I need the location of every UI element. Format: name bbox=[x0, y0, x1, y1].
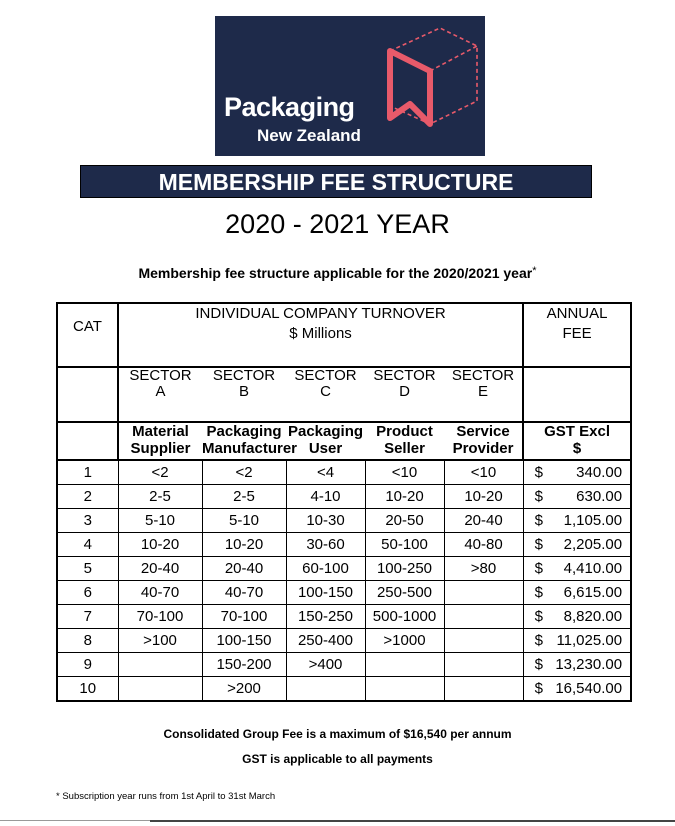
turnover-sector-c: <4 bbox=[286, 460, 365, 485]
sector-word: SECTOR bbox=[373, 367, 436, 384]
turnover-sector-a: 2-5 bbox=[118, 485, 202, 509]
turnover-sector-e bbox=[444, 653, 523, 677]
sector-desc-line1: Service bbox=[456, 423, 510, 440]
gst-note: GST is applicable to all payments bbox=[242, 752, 433, 766]
turnover-sector-a: 20-40 bbox=[118, 557, 202, 581]
fee-amount: 1,105.00 bbox=[563, 512, 623, 529]
sector-desc-e bbox=[444, 422, 523, 460]
currency-symbol: $ bbox=[534, 584, 543, 601]
table-row bbox=[57, 509, 631, 533]
cat-number: 3 bbox=[57, 509, 118, 533]
sector-word: SECTOR bbox=[212, 367, 276, 384]
turnover-sector-e: >80 bbox=[444, 557, 523, 581]
turnover-sector-b: 150-200 bbox=[202, 653, 286, 677]
turnover-sector-d bbox=[365, 653, 444, 677]
currency-symbol: $ bbox=[534, 656, 543, 673]
logo-wordmark-packaging: Packaging bbox=[224, 92, 355, 122]
turnover-sector-b: 20-40 bbox=[202, 557, 286, 581]
table-row bbox=[57, 605, 631, 629]
sector-header-d bbox=[365, 367, 444, 422]
table-row bbox=[57, 653, 631, 677]
turnover-sector-e: 40-80 bbox=[444, 533, 523, 557]
fee-subtitle bbox=[0, 265, 675, 281]
subtitle-text: Membership fee structure applicable for the 2020/2021 year bbox=[138, 265, 533, 281]
turnover-sector-d: 100-250 bbox=[365, 557, 444, 581]
turnover-sector-e bbox=[444, 581, 523, 605]
annual-fee-cell bbox=[523, 557, 631, 581]
sector-word: SECTOR bbox=[294, 367, 357, 384]
turnover-sector-a: 10-20 bbox=[118, 533, 202, 557]
table-row bbox=[57, 533, 631, 557]
turnover-sector-c: 4-10 bbox=[286, 485, 365, 509]
turnover-sector-d: 10-20 bbox=[365, 485, 444, 509]
currency-symbol: $ bbox=[534, 464, 543, 481]
turnover-sector-c: 250-400 bbox=[286, 629, 365, 653]
fee-amount: 6,615.00 bbox=[563, 584, 623, 601]
table-row bbox=[57, 629, 631, 653]
table-row bbox=[57, 460, 631, 485]
currency-symbol: $ bbox=[534, 632, 543, 649]
cat-number: 2 bbox=[57, 485, 118, 509]
cat-header: CAT bbox=[57, 303, 118, 367]
cat-number: 6 bbox=[57, 581, 118, 605]
page-bottom-rule-dark bbox=[150, 820, 675, 822]
packaging-nz-logo bbox=[215, 16, 485, 156]
turnover-sector-e: 10-20 bbox=[444, 485, 523, 509]
table-row bbox=[57, 485, 631, 509]
currency-symbol: $ bbox=[534, 512, 543, 529]
subscription-footnote: * Subscription year runs from 1st April to 31st March bbox=[56, 791, 276, 802]
sector-letter: D bbox=[399, 383, 410, 400]
turnover-sector-b: 2-5 bbox=[202, 485, 286, 509]
currency-symbol: $ bbox=[534, 680, 543, 697]
header-row-main bbox=[57, 303, 631, 367]
cat-number: 10 bbox=[57, 677, 118, 702]
turnover-sector-b: <2 bbox=[202, 460, 286, 485]
sector-desc-line2: User bbox=[308, 440, 343, 457]
turnover-sector-e: <10 bbox=[444, 460, 523, 485]
annual-fee-cell bbox=[523, 533, 631, 557]
table-row bbox=[57, 677, 631, 702]
turnover-sector-d: 20-50 bbox=[365, 509, 444, 533]
annual-fee-cell bbox=[523, 605, 631, 629]
turnover-sector-c bbox=[286, 677, 365, 702]
currency-symbol: $ bbox=[534, 608, 543, 625]
annual-fee-cell bbox=[523, 629, 631, 653]
sector-desc-line1: Packaging bbox=[287, 423, 364, 440]
annual-fee-cell bbox=[523, 509, 631, 533]
table-row bbox=[57, 581, 631, 605]
annual-fee-header bbox=[523, 303, 631, 367]
sector-row-fee-blank bbox=[523, 367, 631, 422]
turnover-sector-d: <10 bbox=[365, 460, 444, 485]
annual-fee-cell bbox=[523, 485, 631, 509]
sector-letter: B bbox=[238, 383, 249, 400]
currency-symbol: $ bbox=[534, 488, 543, 505]
subtitle-asterisk: * bbox=[532, 265, 537, 277]
currency-symbol: $ bbox=[534, 536, 543, 553]
header-row-sectors bbox=[57, 367, 631, 422]
sector-desc-b bbox=[202, 422, 298, 460]
turnover-sector-b: 40-70 bbox=[202, 581, 286, 605]
sector-header-e bbox=[444, 367, 523, 422]
turnover-sector-b: 70-100 bbox=[202, 605, 286, 629]
sector-letter: C bbox=[320, 383, 331, 400]
turnover-sector-a: 40-70 bbox=[118, 581, 202, 605]
annual-fee-cell bbox=[523, 581, 631, 605]
turnover-header-line1: INDIVIDUAL COMPANY TURNOVER bbox=[195, 305, 446, 322]
sector-letter: A bbox=[155, 383, 166, 400]
turnover-sector-c: 10-30 bbox=[286, 509, 365, 533]
sector-word: SECTOR bbox=[451, 367, 515, 384]
turnover-sector-a: 70-100 bbox=[118, 605, 202, 629]
turnover-sector-d: >1000 bbox=[365, 629, 444, 653]
turnover-sector-d: 50-100 bbox=[365, 533, 444, 557]
turnover-sector-e bbox=[444, 605, 523, 629]
turnover-header-line2: $ Millions bbox=[289, 325, 352, 342]
sector-header-c bbox=[286, 367, 365, 422]
turnover-sector-a bbox=[118, 653, 202, 677]
annual-fee-cell bbox=[523, 677, 631, 702]
fee-gst-excl-line2: $ bbox=[572, 440, 582, 457]
turnover-sector-b: 5-10 bbox=[202, 509, 286, 533]
sector-desc-line2: Supplier bbox=[130, 440, 191, 457]
membership-fee-banner: MEMBERSHIP FEE STRUCTURE bbox=[80, 165, 592, 198]
turnover-sector-a: <2 bbox=[118, 460, 202, 485]
cat-number: 1 bbox=[57, 460, 118, 485]
sector-desc-d bbox=[365, 422, 444, 460]
currency-symbol: $ bbox=[534, 560, 543, 577]
sector-desc-line1: Packaging bbox=[206, 423, 282, 440]
turnover-sector-b: >200 bbox=[202, 677, 286, 702]
turnover-sector-e: 20-40 bbox=[444, 509, 523, 533]
fee-amount: 13,230.00 bbox=[555, 656, 623, 673]
turnover-sector-a: 5-10 bbox=[118, 509, 202, 533]
cat-number: 7 bbox=[57, 605, 118, 629]
desc-row-cat-blank bbox=[57, 422, 118, 460]
fee-amount: 4,410.00 bbox=[563, 560, 623, 577]
header-row-sector-descriptions bbox=[57, 422, 631, 460]
turnover-sector-c: 100-150 bbox=[286, 581, 365, 605]
turnover-sector-b: 100-150 bbox=[202, 629, 286, 653]
membership-fee-table bbox=[56, 302, 632, 702]
sector-header-b bbox=[202, 367, 286, 422]
annual-fee-cell bbox=[523, 653, 631, 677]
fee-amount: 2,205.00 bbox=[563, 536, 623, 553]
turnover-sector-c: 30-60 bbox=[286, 533, 365, 557]
fee-gst-excl-header bbox=[523, 422, 631, 460]
cat-number: 9 bbox=[57, 653, 118, 677]
turnover-sector-c: 60-100 bbox=[286, 557, 365, 581]
sector-desc-c bbox=[286, 422, 365, 460]
turnover-sector-a: >100 bbox=[118, 629, 202, 653]
turnover-sector-d: 500-1000 bbox=[365, 605, 444, 629]
cat-number: 4 bbox=[57, 533, 118, 557]
annual-fee-cell bbox=[523, 460, 631, 485]
turnover-sector-b: 10-20 bbox=[202, 533, 286, 557]
turnover-sector-c: 150-250 bbox=[286, 605, 365, 629]
turnover-sector-a bbox=[118, 677, 202, 702]
annual-fee-header-line2: FEE bbox=[562, 325, 592, 342]
fee-amount: 8,820.00 bbox=[563, 608, 623, 625]
annual-fee-header-line1: ANNUAL bbox=[546, 305, 608, 322]
turnover-sector-d: 250-500 bbox=[365, 581, 444, 605]
sector-word: SECTOR bbox=[129, 367, 192, 384]
turnover-sector-e bbox=[444, 629, 523, 653]
fee-amount: 16,540.00 bbox=[555, 680, 623, 697]
sector-desc-line1: Material bbox=[132, 423, 189, 440]
fee-amount: 340.00 bbox=[576, 464, 623, 481]
cat-number: 5 bbox=[57, 557, 118, 581]
turnover-sector-e bbox=[444, 677, 523, 702]
table-row bbox=[57, 557, 631, 581]
sector-desc-line2: Manufacturer bbox=[202, 440, 298, 457]
group-fee-note: Consolidated Group Fee is a maximum of $16,540 per annum bbox=[163, 727, 512, 741]
sector-letter: E bbox=[478, 383, 489, 400]
sector-row-cat-blank bbox=[57, 367, 118, 422]
turnover-sector-c: >400 bbox=[286, 653, 365, 677]
fee-amount: 630.00 bbox=[576, 488, 623, 505]
fee-gst-excl-line1: GST Excl bbox=[544, 423, 610, 440]
sector-header-a bbox=[118, 367, 202, 422]
turnover-header bbox=[118, 303, 523, 367]
sector-desc-a bbox=[118, 422, 202, 460]
fee-year-title: 2020 - 2021 YEAR bbox=[225, 209, 450, 239]
turnover-sector-d bbox=[365, 677, 444, 702]
fee-amount: 11,025.00 bbox=[556, 632, 623, 649]
sector-desc-line1: Product bbox=[376, 423, 433, 440]
sector-desc-line2: Seller bbox=[384, 440, 425, 457]
sector-desc-line2: Provider bbox=[452, 440, 514, 457]
cat-number: 8 bbox=[57, 629, 118, 653]
logo-wordmark-new-zealand: New Zealand bbox=[257, 126, 361, 145]
